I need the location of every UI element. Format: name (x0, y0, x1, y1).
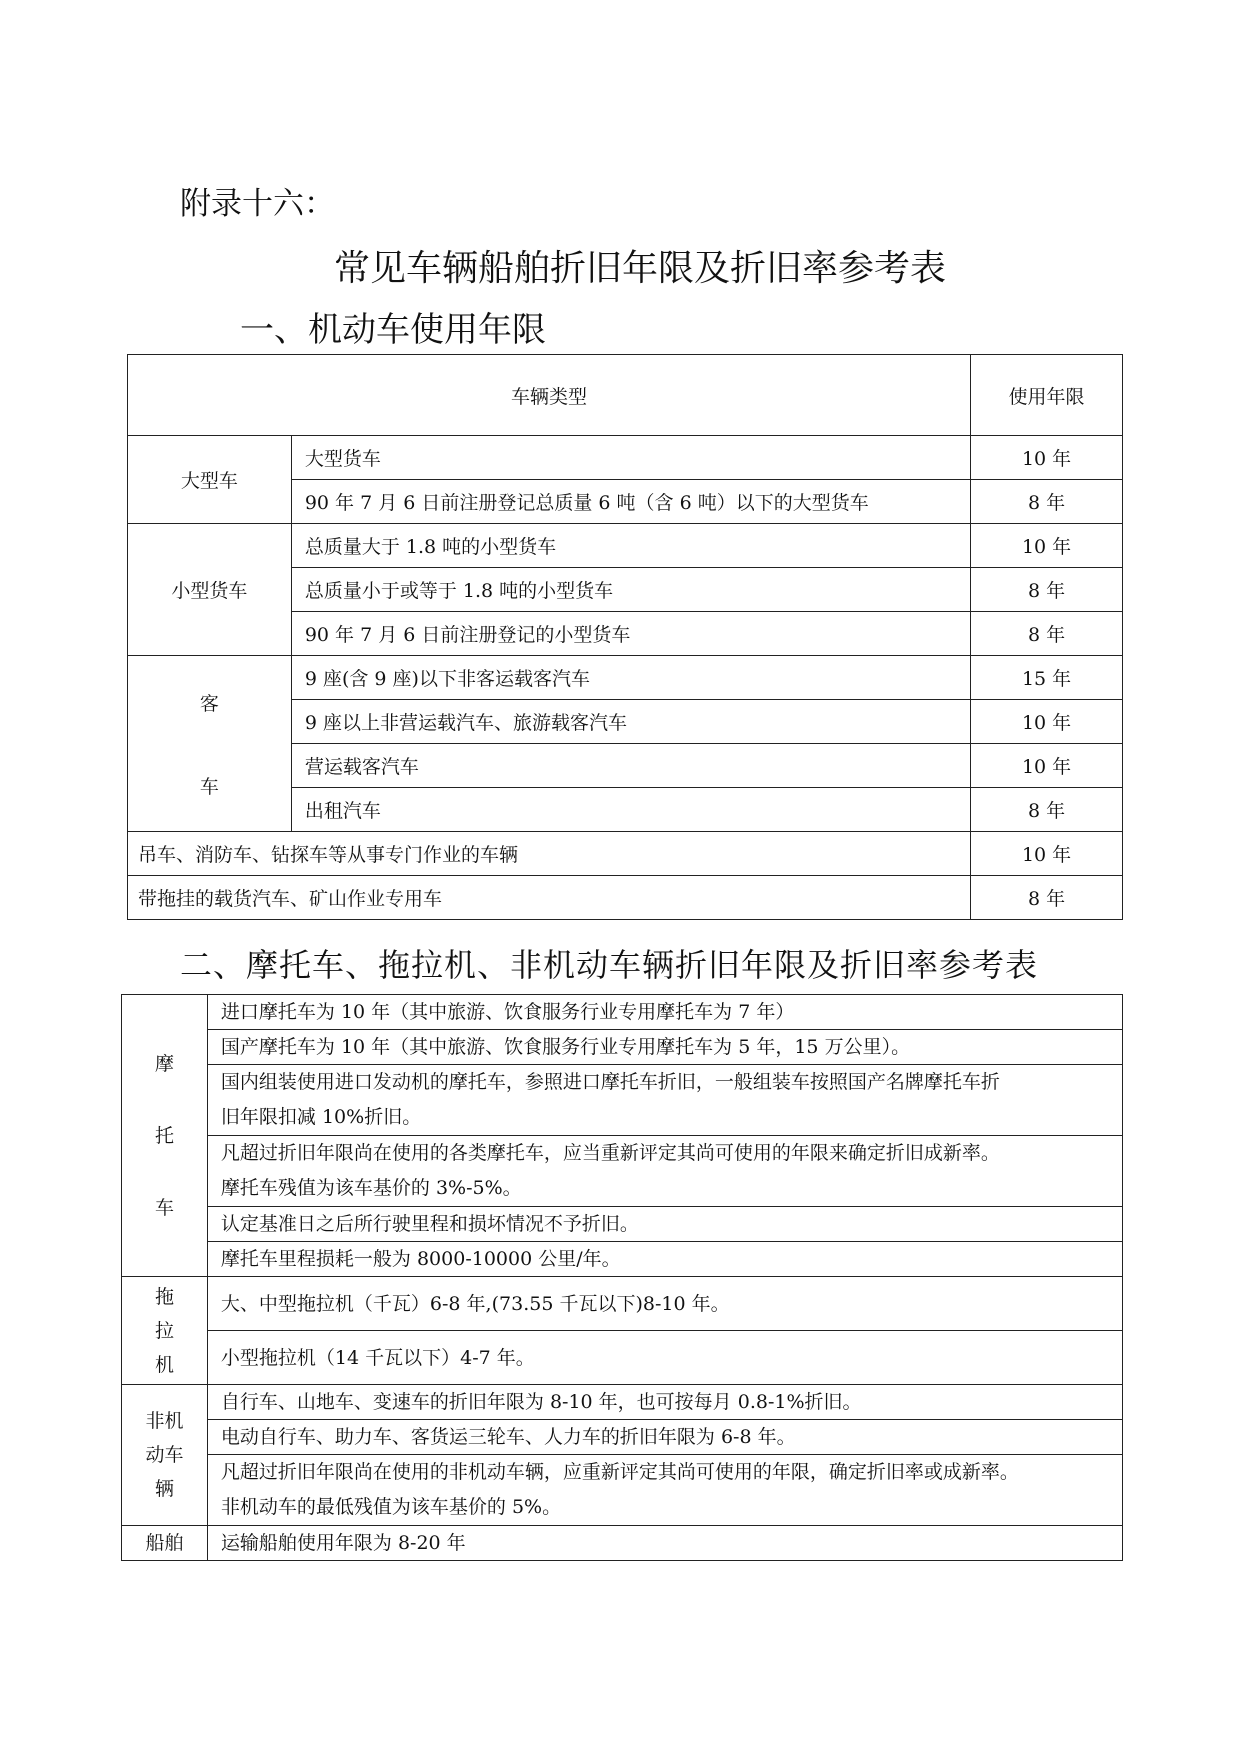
depreciation-rule: 认定基准日之后所行驶里程和损坏情况不予折旧。 (207, 1207, 1122, 1242)
category-line: 非机 (145, 1410, 184, 1432)
vehicle-years: 10 年 (971, 436, 1123, 480)
vehicle-years: 10 年 (971, 832, 1123, 876)
depreciation-rule (207, 1065, 1122, 1136)
table-row (122, 1420, 1123, 1455)
table-row (122, 1385, 1123, 1420)
vehicle-years: 8 年 (971, 568, 1123, 612)
category-line: 托 (154, 1124, 174, 1147)
header-years: 使用年限 (971, 355, 1123, 436)
vehicle-name: 90 年 7 月 6 日前注册登记的小型货车 (291, 612, 970, 656)
vehicle-name: 总质量小于或等于 1.8 吨的小型货车 (291, 568, 970, 612)
section1-heading: 一、机动车使用年限 (240, 310, 546, 350)
section2-heading: 二、摩托车、拖拉机、非机动车辆折旧年限及折旧率参考表 (180, 946, 1039, 984)
table-row (128, 436, 1123, 480)
category-line: 客 (199, 692, 219, 715)
table-row (122, 1455, 1123, 1526)
category-large-vehicle: 大型车 (128, 436, 292, 524)
rule-line: 国内组装使用进口发动机的摩托车，参照进口摩托车折旧，一般组装车按照国产名牌摩托车折 (220, 1071, 1000, 1093)
category-line: 拖 (154, 1285, 174, 1308)
vehicle-years: 8 年 (971, 876, 1123, 920)
category-non-motor-vehicle (122, 1385, 208, 1526)
vehicle-name: 出租汽车 (291, 788, 970, 832)
category-small-truck: 小型货车 (128, 524, 292, 656)
table-row (122, 1136, 1123, 1207)
vehicle-name: 9 座以上非营运载汽车、旅游载客汽车 (291, 700, 970, 744)
category-tractor (122, 1277, 208, 1385)
category-line: 车 (199, 775, 219, 798)
category-line: 拉 (154, 1319, 174, 1342)
category-line: 车 (154, 1196, 174, 1219)
depreciation-rule: 自行车、山地车、变速车的折旧年限为 8-10 年，也可按每月 0.8-1%折旧。 (207, 1385, 1122, 1420)
depreciation-rule (207, 1136, 1122, 1207)
vehicle-years: 10 年 (971, 744, 1123, 788)
depreciation-rule (207, 1455, 1122, 1526)
table-row (128, 656, 1123, 700)
depreciation-rule: 摩托车里程损耗一般为 8000-10000 公里/年。 (207, 1242, 1122, 1277)
vehicle-name: 带拖挂的载货汽车、矿山作业专用车 (128, 876, 971, 920)
category-line: 动车 (145, 1444, 184, 1466)
depreciation-table (121, 994, 1123, 1561)
table-row (122, 1065, 1123, 1136)
vehicle-name: 总质量大于 1.8 吨的小型货车 (291, 524, 970, 568)
table-row (122, 1207, 1123, 1242)
depreciation-rule: 大、中型拖拉机（千瓦）6-8 年,(73.55 千瓦以下)8-10 年。 (207, 1277, 1122, 1331)
rule-line: 非机动车的最低残值为该车基价的 5%。 (220, 1496, 562, 1518)
table-header-row (128, 355, 1123, 436)
rule-line: 凡超过折旧年限尚在使用的非机动车辆，应重新评定其尚可使用的年限，确定折旧率或成新率。 (220, 1461, 1019, 1483)
table-row (128, 876, 1123, 920)
category-motorcycle (122, 995, 208, 1277)
header-vehicle-type: 车辆类型 (128, 355, 971, 436)
vehicle-years: 10 年 (971, 700, 1123, 744)
vehicle-years: 10 年 (971, 524, 1123, 568)
table-row (122, 1277, 1123, 1331)
appendix-label: 附录十六： (180, 186, 335, 222)
vehicle-name: 大型货车 (291, 436, 970, 480)
vehicle-years: 8 年 (971, 480, 1123, 524)
category-line: 辆 (154, 1478, 174, 1500)
table-row (128, 524, 1123, 568)
table-row (122, 1331, 1123, 1385)
vehicle-years: 8 年 (971, 788, 1123, 832)
vehicle-name: 9 座(含 9 座)以下非客运载客汽车 (291, 656, 970, 700)
rule-line: 旧年限扣减 10%折旧。 (220, 1106, 422, 1128)
vehicle-years: 15 年 (971, 656, 1123, 700)
table-row (122, 995, 1123, 1030)
vehicle-name: 90 年 7 月 6 日前注册登记总质量 6 吨（含 6 吨）以下的大型货车 (291, 480, 970, 524)
document-title: 常见车辆船舶折旧年限及折旧率参考表 (333, 248, 946, 289)
category-line: 机 (154, 1353, 174, 1376)
vehicle-name: 吊车、消防车、钻探车等从事专门作业的车辆 (128, 832, 971, 876)
table-row (122, 1526, 1123, 1561)
depreciation-rule: 进口摩托车为 10 年（其中旅游、饮食服务行业专用摩托车为 7 年） (207, 995, 1122, 1030)
table-row (122, 1030, 1123, 1065)
depreciation-rule: 电动自行车、助力车、客货运三轮车、人力车的折旧年限为 6-8 年。 (207, 1420, 1122, 1455)
category-passenger-car (128, 656, 292, 832)
rule-line: 摩托车残值为该车基价的 3%-5%。 (220, 1177, 522, 1199)
depreciation-rule: 小型拖拉机（14 千瓦以下）4-7 年。 (207, 1331, 1122, 1385)
depreciation-rule: 国产摩托车为 10 年（其中旅游、饮食服务行业专用摩托车为 5 年，15 万公里）。 (207, 1030, 1122, 1065)
table-row (128, 832, 1123, 876)
rule-line: 凡超过折旧年限尚在使用的各类摩托车，应当重新评定其尚可使用的年限来确定折旧成新率。 (220, 1142, 1000, 1164)
category-ship: 船舶 (122, 1526, 208, 1561)
category-line: 摩 (154, 1052, 174, 1075)
vehicle-name: 营运载客汽车 (291, 744, 970, 788)
vehicle-years: 8 年 (971, 612, 1123, 656)
depreciation-rule: 运输船舶使用年限为 8-20 年 (207, 1526, 1122, 1561)
vehicle-lifespan-table (127, 354, 1123, 920)
table-row (122, 1242, 1123, 1277)
